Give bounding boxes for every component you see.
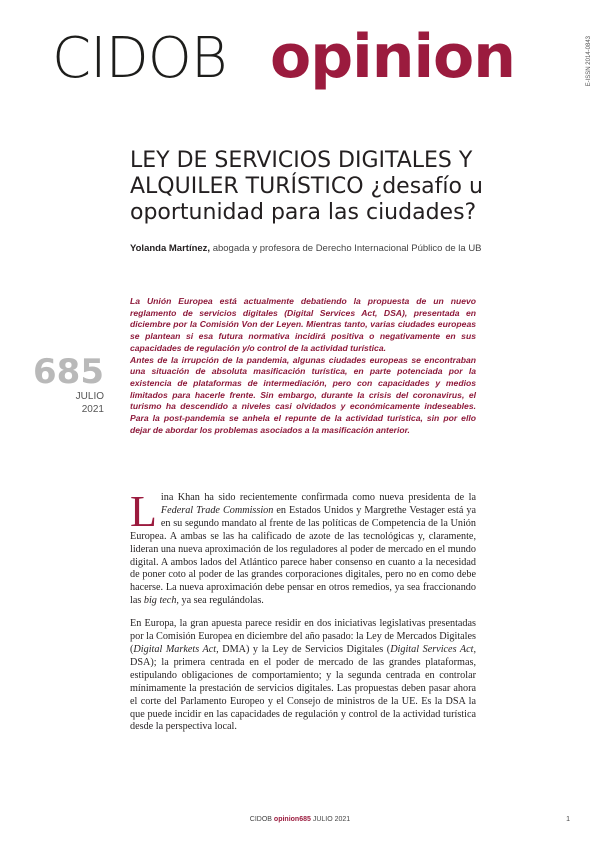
masthead-cidob: CIDOB — [52, 26, 227, 91]
abstract-paragraph-2: Antes de la irrupción de la pandemia, algunas ciudades europeas se encontraban una situación de absoluta masificación turística, en parte potenciada por la existencia de plataformas de intermediación, pero con capacidades y medios limitados para hacerle frente. Sin embargo, durante la crisis del coronavirus, el turismo ha descendido a niveles casi olvidados y económicamente indeseables. Para la post-pandemia se anhela el repunte de la actividad turística, sin por ello dejar de abordar los problemas asociados a la masificación anterior. — [130, 354, 476, 435]
author-name: Yolanda Martínez, — [130, 243, 211, 254]
issue-year: 2021 — [81, 404, 104, 415]
drop-cap: L — [130, 487, 157, 536]
masthead-opinion: opinion — [270, 22, 515, 92]
article-title: LEY DE SERVICIOS DIGITALES Y ALQUILER TURÍSTICO ¿desafío u oportunidad para las ciudades? — [130, 148, 483, 225]
footer-brand: CIDOB — [249, 816, 272, 823]
issue-month: JULIO — [75, 391, 104, 402]
abstract — [130, 296, 476, 436]
author-role: abogada y profesora de Derecho Internacional Público de la UB — [212, 243, 482, 254]
footer-number: 685 — [299, 816, 311, 823]
issue-number: 685 — [33, 352, 104, 392]
body-paragraph-2: En Europa, la gran apuesta parece residir en dos iniciativas legislativas presentadas por la Comisión Europea en diciembre del año pasado: la Ley de Mercados Digitales (Digital Markets Act, DMA) y la Ley de Servicios Digitales (Digital Services Act, DSA); la primera centrada en el poder de mercado de las grandes plataformas, estipulando obligaciones de comportamiento; y la segunda centrada en controlar mínimamente la prestación de servicios digitales. Las propuestas deben pasar ahora el corte del Parlamento Europeo y el Consejo de ministros de la UE. Es la DSA la que puede incidir en las capacidades de regulación y control de la actividad turística desde la perspectiva local. — [130, 618, 477, 733]
page-number: 1 — [566, 816, 570, 823]
article-body — [130, 487, 477, 744]
body-paragraph-1: Lina Khan ha sido recientemente confirmada como nueva presidenta de la Federal Trade Commission en Estados Unidos y Margrethe Vestager está ya en su segundo mandato al frente de las políticas de Competencia de la Unión Europea. A ambas se las ha calificado de azote de las tecnológicas y, claramente, lideran una nueva aproximación de los reguladores al poder de mercado en el mundo digital. A ambos lados del Atlántico parece haber consenso en cuanto a la necesidad de poner coto al poder de las grandes corporaciones digitales, pero no en como debe hacerse. La nueva aproximación debe pensar en otros remedios, ya sea fraccionando las big tech, ya sea regulándolas. — [130, 487, 477, 607]
issue-block — [20, 354, 104, 416]
abstract-paragraph-1: La Unión Europea está actualmente debatiendo la propuesta de un nuevo reglamento de servicios digitales (Digital Services Act, DSA), presentada en diciembre por la Comisión Von der Leyen. Mientras tanto, varias ciudades europeas se plantean si esa futura normativa incidirá positiva o negativamente en sus capacidades de regulación y/o control de la actividad turística. — [130, 296, 476, 353]
page-footer — [0, 816, 600, 823]
footer-date: JULIO 2021 — [312, 816, 351, 823]
masthead — [52, 22, 572, 112]
issn: E-ISSN 2014-0843 — [586, 36, 592, 87]
footer-product: opinion — [273, 816, 300, 823]
author-line — [130, 242, 490, 255]
